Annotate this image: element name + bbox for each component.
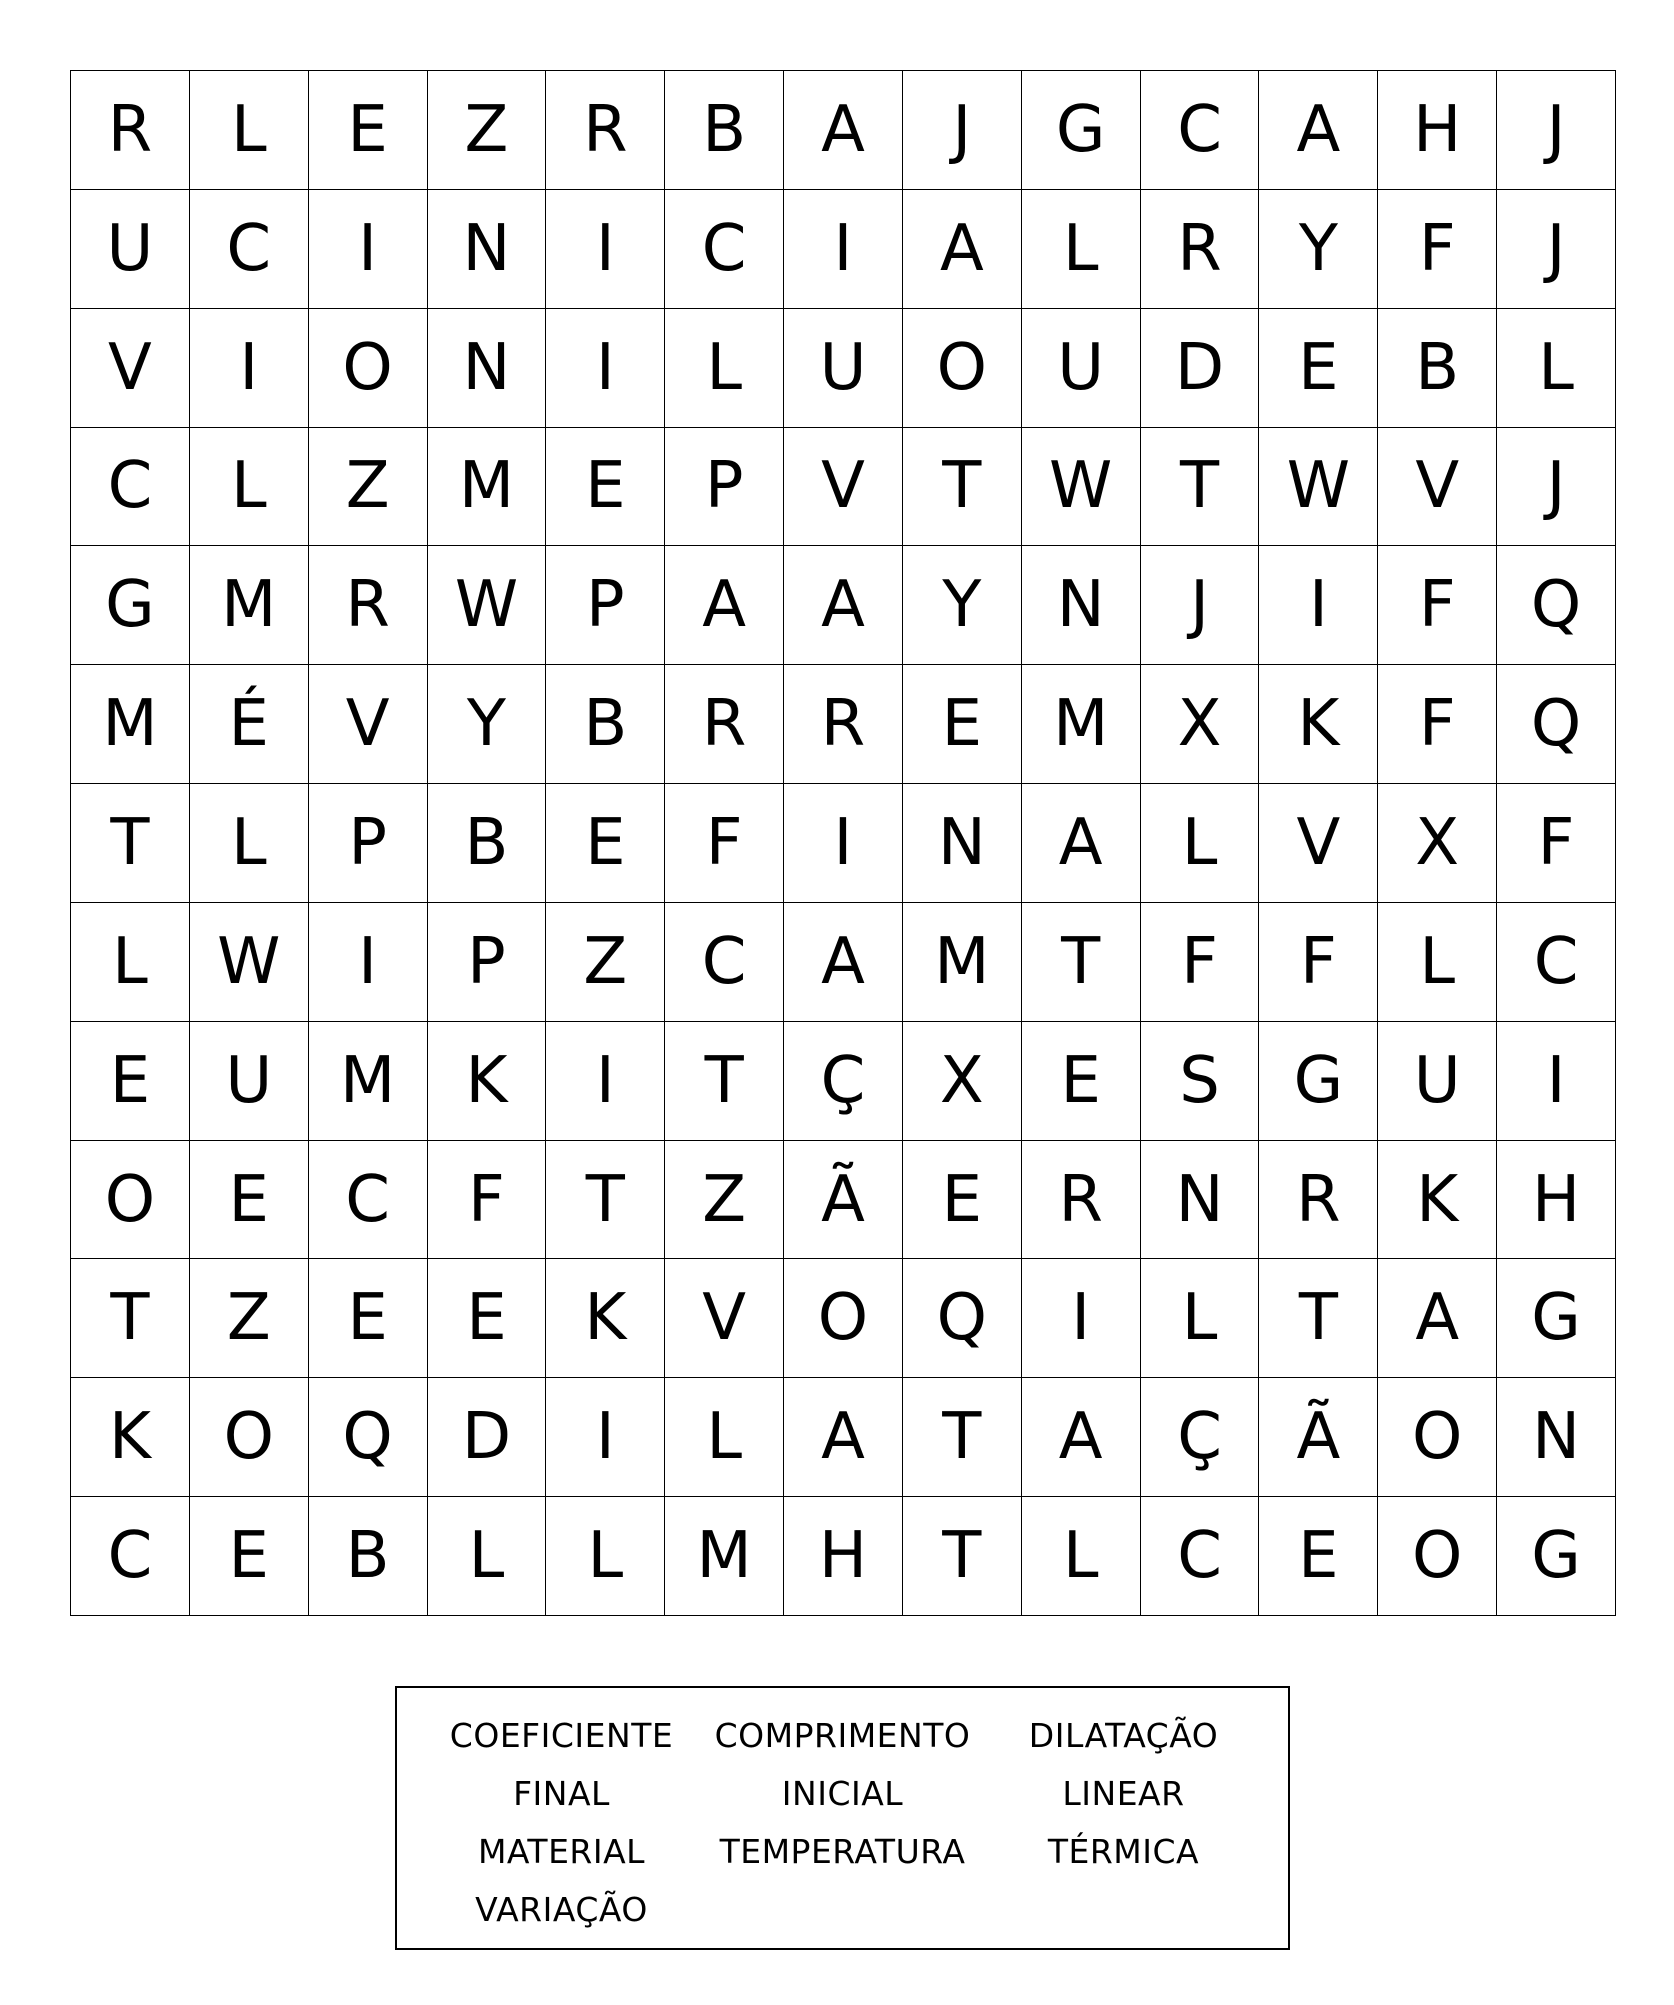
grid-cell[interactable]: U [784, 309, 903, 428]
grid-cell[interactable]: Ã [1259, 1378, 1378, 1497]
grid-cell[interactable]: A [1022, 1378, 1141, 1497]
grid-cell[interactable]: O [903, 309, 1022, 428]
grid-cell[interactable]: U [190, 1022, 309, 1141]
grid-cell[interactable]: I [546, 309, 665, 428]
word-list-item: COEFICIENTE [449, 1715, 674, 1755]
grid-cell[interactable]: É [190, 665, 309, 784]
grid-cell[interactable]: F [1378, 546, 1497, 665]
grid-cell[interactable]: G [1259, 1022, 1378, 1141]
grid-cell[interactable]: U [71, 190, 190, 309]
grid-cell[interactable]: I [1022, 1259, 1141, 1378]
grid-cell[interactable]: L [665, 1378, 784, 1497]
grid-cell[interactable]: L [1378, 903, 1497, 1022]
grid-cell[interactable]: B [309, 1497, 428, 1616]
grid-cell[interactable]: X [1141, 665, 1260, 784]
grid-cell[interactable]: V [309, 665, 428, 784]
grid-cell[interactable]: V [784, 428, 903, 547]
grid-cell[interactable]: C [190, 190, 309, 309]
grid-cell[interactable]: L [190, 428, 309, 547]
grid-cell[interactable]: L [1497, 309, 1616, 428]
grid-cell[interactable]: W [1259, 428, 1378, 547]
grid-cell[interactable]: J [1141, 546, 1260, 665]
grid-cell[interactable]: U [1022, 309, 1141, 428]
grid-cell[interactable]: N [1022, 546, 1141, 665]
grid-cell[interactable]: I [190, 309, 309, 428]
grid-cell[interactable]: L [546, 1497, 665, 1616]
word-list-item: DILATAÇÃO [1028, 1715, 1219, 1755]
grid-cell[interactable]: E [1022, 1022, 1141, 1141]
grid-cell[interactable]: V [1378, 428, 1497, 547]
grid-cell[interactable]: M [428, 428, 547, 547]
grid-cell[interactable]: N [1141, 1141, 1260, 1260]
word-list-item: VARIAÇÃO [475, 1889, 648, 1929]
grid-cell[interactable]: F [428, 1141, 547, 1260]
grid-cell[interactable]: A [1378, 1259, 1497, 1378]
grid-cell[interactable]: G [1497, 1497, 1616, 1616]
grid-cell[interactable]: I [784, 784, 903, 903]
grid-cell[interactable]: C [71, 1497, 190, 1616]
grid-cell[interactable]: G [1022, 71, 1141, 190]
grid-cell[interactable]: A [903, 190, 1022, 309]
word-list-item: TEMPERATURA [719, 1831, 966, 1871]
grid-cell[interactable]: I [546, 1378, 665, 1497]
word-list [395, 1686, 1290, 1950]
grid-cell[interactable]: E [903, 1141, 1022, 1260]
grid-cell[interactable]: Y [428, 665, 547, 784]
word-list-item: COMPRIMENTO [714, 1715, 971, 1755]
grid-cell[interactable]: F [1497, 784, 1616, 903]
grid-cell[interactable]: E [190, 1497, 309, 1616]
grid-cell[interactable]: E [903, 665, 1022, 784]
grid-cell[interactable]: E [546, 784, 665, 903]
grid-cell[interactable]: H [1497, 1141, 1616, 1260]
grid-cell[interactable]: R [546, 71, 665, 190]
grid-cell[interactable]: R [784, 665, 903, 784]
grid-cell[interactable]: A [784, 1378, 903, 1497]
grid-cell[interactable]: H [1378, 71, 1497, 190]
grid-cell[interactable]: V [665, 1259, 784, 1378]
grid-cell[interactable]: R [1259, 1141, 1378, 1260]
grid-cell[interactable]: L [1141, 1259, 1260, 1378]
grid-cell[interactable]: A [784, 71, 903, 190]
grid-cell[interactable]: A [1259, 71, 1378, 190]
grid-cell[interactable]: I [784, 190, 903, 309]
grid-cell[interactable]: T [665, 1022, 784, 1141]
grid-cell[interactable]: O [784, 1259, 903, 1378]
grid-cell[interactable]: K [546, 1259, 665, 1378]
grid-cell[interactable]: U [1378, 1022, 1497, 1141]
grid-cell[interactable]: N [428, 190, 547, 309]
grid-cell[interactable]: L [190, 784, 309, 903]
grid-cell[interactable]: C [665, 190, 784, 309]
grid-cell[interactable]: F [665, 784, 784, 903]
grid-cell[interactable]: L [190, 71, 309, 190]
grid-cell[interactable]: Z [190, 1259, 309, 1378]
grid-cell[interactable]: Y [903, 546, 1022, 665]
grid-cell[interactable]: N [903, 784, 1022, 903]
grid-cell[interactable]: I [309, 903, 428, 1022]
grid-cell[interactable]: F [1259, 903, 1378, 1022]
grid-cell[interactable]: S [1141, 1022, 1260, 1141]
grid-cell[interactable]: K [1378, 1141, 1497, 1260]
word-list-item: LINEAR [1062, 1773, 1185, 1813]
grid-cell[interactable]: C [1141, 71, 1260, 190]
grid-cell[interactable]: L [665, 309, 784, 428]
grid-cell[interactable]: H [784, 1497, 903, 1616]
grid-cell[interactable]: R [71, 71, 190, 190]
grid-cell[interactable]: Q [1497, 546, 1616, 665]
grid-cell[interactable]: D [1141, 309, 1260, 428]
grid-cell[interactable]: K [71, 1378, 190, 1497]
grid-cell[interactable]: T [71, 784, 190, 903]
word-list-item: INICIAL [781, 1773, 904, 1813]
grid-cell[interactable]: V [71, 309, 190, 428]
grid-cell[interactable]: Q [1497, 665, 1616, 784]
grid-cell[interactable]: T [903, 428, 1022, 547]
grid-cell[interactable]: T [1259, 1259, 1378, 1378]
grid-cell[interactable]: T [71, 1259, 190, 1378]
grid-cell[interactable]: I [546, 190, 665, 309]
grid-cell[interactable]: I [546, 1022, 665, 1141]
grid-cell[interactable]: E [309, 71, 428, 190]
grid-cell[interactable]: C [1497, 903, 1616, 1022]
grid-cell[interactable]: N [1497, 1378, 1616, 1497]
grid-cell[interactable]: L [1141, 784, 1260, 903]
grid-cell[interactable]: O [1378, 1378, 1497, 1497]
word-list-item: FINAL [513, 1773, 610, 1813]
grid-cell[interactable]: W [1022, 428, 1141, 547]
grid-cell[interactable]: J [903, 71, 1022, 190]
grid-cell[interactable]: L [1022, 1497, 1141, 1616]
grid-cell[interactable]: R [665, 665, 784, 784]
grid-cell[interactable]: G [71, 546, 190, 665]
grid-cell[interactable]: B [1378, 309, 1497, 428]
grid-cell[interactable]: I [309, 190, 428, 309]
grid-cell[interactable]: X [1378, 784, 1497, 903]
grid-cell[interactable]: Ç [1141, 1378, 1260, 1497]
grid-cell[interactable]: B [546, 665, 665, 784]
grid-cell[interactable]: I [1497, 1022, 1616, 1141]
grid-cell[interactable]: X [903, 1022, 1022, 1141]
grid-cell[interactable]: A [665, 546, 784, 665]
grid-cell[interactable]: R [1141, 190, 1260, 309]
grid-cell[interactable]: M [309, 1022, 428, 1141]
grid-cell[interactable]: O [71, 1141, 190, 1260]
grid-cell[interactable]: T [903, 1378, 1022, 1497]
grid-cell[interactable]: K [1259, 665, 1378, 784]
grid-cell[interactable]: Ç [784, 1022, 903, 1141]
grid-cell[interactable]: T [546, 1141, 665, 1260]
grid-cell[interactable]: Z [309, 428, 428, 547]
word-list-item: MATERIAL [477, 1831, 646, 1871]
grid-cell[interactable]: T [903, 1497, 1022, 1616]
grid-cell[interactable]: B [665, 71, 784, 190]
grid-cell[interactable]: A [784, 903, 903, 1022]
grid-cell[interactable]: O [190, 1378, 309, 1497]
grid-cell[interactable]: R [1022, 1141, 1141, 1260]
grid-cell[interactable]: Z [665, 1141, 784, 1260]
grid-cell[interactable]: G [1497, 1259, 1616, 1378]
grid-cell[interactable]: C [665, 903, 784, 1022]
grid-cell[interactable]: W [428, 546, 547, 665]
grid-cell[interactable]: A [784, 546, 903, 665]
grid-cell[interactable]: C [1141, 1497, 1260, 1616]
grid-cell[interactable]: O [1378, 1497, 1497, 1616]
letter-grid [70, 70, 1616, 1616]
grid-cell[interactable]: C [71, 428, 190, 547]
grid-cell[interactable]: J [1497, 71, 1616, 190]
grid-cell[interactable]: L [428, 1497, 547, 1616]
grid-cell[interactable]: J [1497, 190, 1616, 309]
grid-cell[interactable]: I [1259, 546, 1378, 665]
grid-cell[interactable]: Z [428, 71, 547, 190]
grid-cell[interactable]: F [1141, 903, 1260, 1022]
grid-cell[interactable]: E [190, 1141, 309, 1260]
grid-cell[interactable]: E [309, 1259, 428, 1378]
grid-cell[interactable]: L [1022, 190, 1141, 309]
grid-cell[interactable]: F [1378, 190, 1497, 309]
grid-cell[interactable]: F [1378, 665, 1497, 784]
grid-cell[interactable]: P [546, 546, 665, 665]
grid-cell[interactable]: M [71, 665, 190, 784]
grid-cell[interactable]: P [665, 428, 784, 547]
grid-cell[interactable]: Z [546, 903, 665, 1022]
grid-cell[interactable]: T [1141, 428, 1260, 547]
grid-cell[interactable]: D [428, 1378, 547, 1497]
grid-cell[interactable]: C [309, 1141, 428, 1260]
grid-cell[interactable]: E [546, 428, 665, 547]
word-list-item: TÉRMICA [1047, 1831, 1200, 1871]
grid-cell[interactable]: E [1259, 309, 1378, 428]
grid-cell[interactable]: Q [309, 1378, 428, 1497]
grid-cell[interactable]: K [428, 1022, 547, 1141]
grid-cell[interactable]: B [428, 784, 547, 903]
grid-cell[interactable]: E [1259, 1497, 1378, 1616]
grid-cell[interactable]: T [1022, 903, 1141, 1022]
grid-cell[interactable]: M [665, 1497, 784, 1616]
grid-cell[interactable]: M [903, 903, 1022, 1022]
grid-cell[interactable]: Q [903, 1259, 1022, 1378]
grid-cell[interactable]: A [1022, 784, 1141, 903]
grid-cell[interactable]: N [428, 309, 547, 428]
grid-cell[interactable]: M [1022, 665, 1141, 784]
grid-cell[interactable]: P [309, 784, 428, 903]
grid-cell[interactable]: M [190, 546, 309, 665]
grid-cell[interactable]: J [1497, 428, 1616, 547]
grid-cell[interactable]: W [190, 903, 309, 1022]
grid-cell[interactable]: Ã [784, 1141, 903, 1260]
grid-cell[interactable]: P [428, 903, 547, 1022]
grid-cell[interactable]: E [71, 1022, 190, 1141]
grid-cell[interactable]: V [1259, 784, 1378, 903]
grid-cell[interactable]: L [71, 903, 190, 1022]
grid-cell[interactable]: O [309, 309, 428, 428]
grid-cell[interactable]: R [309, 546, 428, 665]
grid-cell[interactable]: Y [1259, 190, 1378, 309]
grid-cell[interactable]: E [428, 1259, 547, 1378]
